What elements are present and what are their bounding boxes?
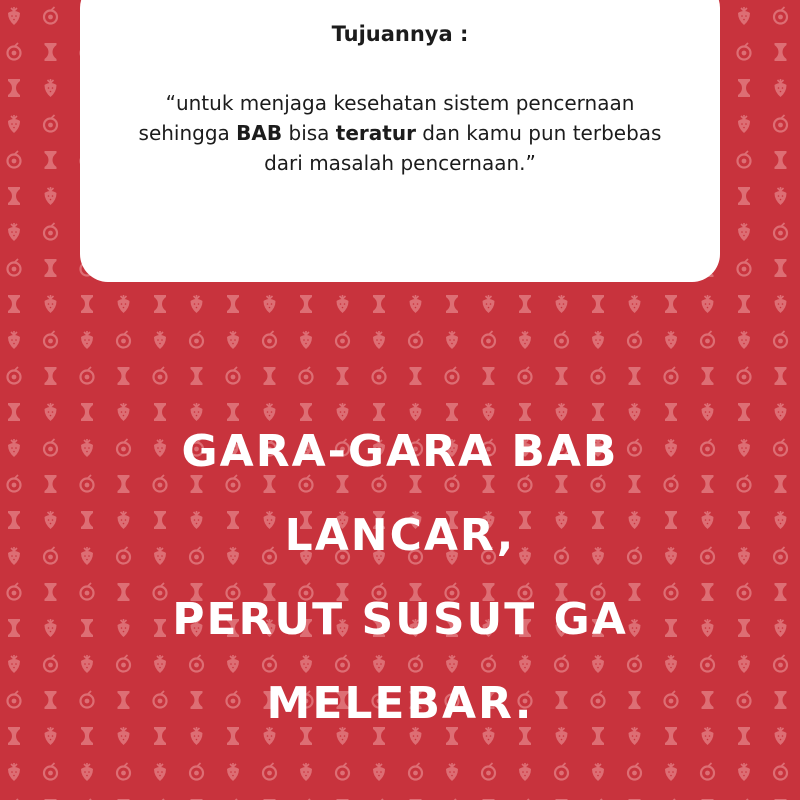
orange-slice-icon — [8, 691, 21, 708]
orange-slice-icon — [701, 331, 714, 348]
strawberry-icon — [775, 187, 787, 205]
quote-bold-teratur: teratur — [335, 121, 416, 145]
strawberry-icon — [45, 295, 57, 313]
orange-slice-icon — [738, 259, 751, 276]
hourglass-body-icon — [154, 295, 166, 313]
strawberry-icon — [592, 331, 604, 349]
strawberry-icon — [519, 763, 531, 781]
orange-slice-icon — [8, 583, 21, 600]
strawberry-icon — [45, 79, 57, 97]
orange-slice-icon — [555, 763, 568, 780]
orange-slice-icon — [774, 547, 787, 564]
strawberry-icon — [8, 115, 20, 133]
orange-slice-icon — [8, 43, 21, 60]
orange-slice-icon — [409, 763, 422, 780]
orange-slice-icon — [774, 655, 787, 672]
hourglass-body-icon — [775, 259, 787, 277]
headline-line-3: PERUT SUSUT GA — [172, 594, 628, 645]
strawberry-icon — [45, 619, 57, 637]
orange-slice-icon — [409, 331, 422, 348]
orange-slice-icon — [44, 655, 57, 672]
strawberry-icon — [738, 331, 750, 349]
hourglass-body-icon — [775, 691, 787, 709]
headline-line-1: GARA-GARA BAB — [181, 426, 619, 477]
hourglass-body-icon — [8, 79, 20, 97]
quote-bold-bab: BAB — [236, 121, 283, 145]
hourglass-body-icon — [775, 151, 787, 169]
orange-slice-icon — [117, 331, 130, 348]
orange-slice-icon — [190, 331, 203, 348]
hourglass-body-icon — [45, 259, 57, 277]
orange-slice-icon — [44, 331, 57, 348]
strawberry-icon — [775, 79, 787, 97]
strawberry-icon — [45, 187, 57, 205]
hourglass-body-icon — [45, 475, 57, 493]
orange-slice-icon — [44, 547, 57, 564]
orange-slice-icon — [774, 115, 787, 132]
strawberry-icon — [629, 295, 641, 313]
strawberry-icon — [446, 331, 458, 349]
strawberry-icon — [775, 403, 787, 421]
hourglass-body-icon — [775, 367, 787, 385]
strawberry-icon — [300, 763, 312, 781]
headline-line-2: LANCAR, — [284, 510, 516, 561]
orange-slice-icon — [117, 763, 130, 780]
hourglass-body-icon — [410, 367, 422, 385]
orange-slice-icon — [8, 151, 21, 168]
strawberry-icon — [775, 619, 787, 637]
hourglass-body-icon — [191, 367, 203, 385]
strawberry-icon — [45, 727, 57, 745]
strawberry-icon — [702, 295, 714, 313]
strawberry-icon — [373, 763, 385, 781]
hourglass-body-icon — [738, 187, 750, 205]
orange-slice-icon — [263, 331, 276, 348]
quote-text-1: “untuk menjaga kesehatan sistem pencernaan sehingga — [138, 91, 635, 145]
hourglass-body-icon — [8, 619, 20, 637]
hourglass-body-icon — [8, 295, 20, 313]
strawberry-icon — [154, 331, 166, 349]
hourglass-body-icon — [665, 295, 677, 313]
orange-slice-icon — [738, 151, 751, 168]
hourglass-body-icon — [300, 295, 312, 313]
hourglass-body-icon — [775, 583, 787, 601]
orange-slice-icon — [774, 763, 787, 780]
orange-slice-icon — [44, 439, 57, 456]
orange-slice-icon — [227, 367, 240, 384]
orange-slice-icon — [628, 331, 641, 348]
hourglass-body-icon — [45, 583, 57, 601]
hourglass-body-icon — [8, 727, 20, 745]
orange-slice-icon — [154, 367, 167, 384]
hourglass-body-icon — [8, 511, 20, 529]
hourglass-body-icon — [45, 367, 57, 385]
orange-slice-icon — [482, 331, 495, 348]
orange-slice-icon — [44, 763, 57, 780]
strawberry-icon — [8, 331, 20, 349]
strawberry-icon — [738, 223, 750, 241]
orange-slice-icon — [555, 331, 568, 348]
strawberry-icon — [738, 115, 750, 133]
orange-slice-icon — [665, 367, 678, 384]
strawberry-icon — [154, 763, 166, 781]
orange-slice-icon — [701, 763, 714, 780]
strawberry-icon — [8, 223, 20, 241]
orange-slice-icon — [446, 367, 459, 384]
hourglass-body-icon — [775, 43, 787, 61]
hourglass-body-icon — [556, 367, 568, 385]
strawberry-icon — [8, 763, 20, 781]
hourglass-body-icon — [702, 367, 714, 385]
orange-slice-icon — [44, 223, 57, 240]
hourglass-body-icon — [775, 475, 787, 493]
orange-slice-icon — [44, 115, 57, 132]
orange-slice-icon — [8, 259, 21, 276]
hourglass-body-icon — [738, 79, 750, 97]
strawberry-icon — [81, 331, 93, 349]
hourglass-body-icon — [8, 403, 20, 421]
strawberry-icon — [81, 763, 93, 781]
strawberry-icon — [483, 295, 495, 313]
hourglass-body-icon — [8, 187, 20, 205]
orange-slice-icon — [81, 367, 94, 384]
hourglass-body-icon — [118, 367, 130, 385]
hourglass-body-icon — [629, 367, 641, 385]
strawberry-icon — [8, 7, 20, 25]
orange-slice-icon — [482, 763, 495, 780]
orange-slice-icon — [8, 475, 21, 492]
hourglass-body-icon — [337, 367, 349, 385]
strawberry-icon — [665, 763, 677, 781]
strawberry-icon — [300, 331, 312, 349]
strawberry-icon — [446, 763, 458, 781]
orange-slice-icon — [774, 439, 787, 456]
orange-slice-icon — [44, 7, 57, 24]
orange-slice-icon — [519, 367, 532, 384]
orange-slice-icon — [190, 763, 203, 780]
hourglass-body-icon — [264, 367, 276, 385]
hourglass-body-icon — [483, 367, 495, 385]
hourglass-body-icon — [81, 295, 93, 313]
card-quote — [120, 88, 680, 178]
orange-slice-icon — [336, 763, 349, 780]
hourglass-body-icon — [738, 295, 750, 313]
orange-slice-icon — [774, 223, 787, 240]
orange-slice-icon — [774, 331, 787, 348]
strawberry-icon — [264, 295, 276, 313]
strawberry-icon — [519, 331, 531, 349]
hourglass-body-icon — [45, 151, 57, 169]
strawberry-icon — [227, 331, 239, 349]
orange-slice-icon — [738, 367, 751, 384]
strawberry-icon — [227, 763, 239, 781]
strawberry-icon — [556, 295, 568, 313]
headline-line-4: MELEBAR. — [266, 678, 534, 729]
orange-slice-icon — [300, 367, 313, 384]
strawberry-icon — [410, 295, 422, 313]
strawberry-icon — [337, 295, 349, 313]
hourglass-body-icon — [227, 295, 239, 313]
orange-slice-icon — [628, 763, 641, 780]
strawberry-icon — [775, 511, 787, 529]
orange-slice-icon — [592, 367, 605, 384]
strawberry-icon — [738, 763, 750, 781]
orange-slice-icon — [336, 331, 349, 348]
strawberry-icon — [45, 511, 57, 529]
goal-card — [80, 0, 720, 282]
orange-slice-icon — [738, 43, 751, 60]
headline — [60, 410, 740, 746]
orange-slice-icon — [774, 7, 787, 24]
strawberry-icon — [8, 547, 20, 565]
strawberry-icon — [118, 295, 130, 313]
strawberry-icon — [592, 763, 604, 781]
hourglass-body-icon — [446, 295, 458, 313]
strawberry-icon — [373, 331, 385, 349]
strawberry-icon — [191, 295, 203, 313]
strawberry-icon — [665, 331, 677, 349]
strawberry-icon — [775, 295, 787, 313]
hourglass-body-icon — [373, 295, 385, 313]
hourglass-body-icon — [45, 691, 57, 709]
strawberry-icon — [738, 7, 750, 25]
strawberry-icon — [8, 439, 20, 457]
orange-slice-icon — [263, 763, 276, 780]
strawberry-icon — [8, 655, 20, 673]
strawberry-icon — [45, 403, 57, 421]
card-title: Tujuannya : — [331, 22, 469, 46]
quote-text-2: bisa — [282, 121, 336, 145]
quote-text-3: dan kamu pun terbebas dari masalah pencernaan.” — [264, 121, 662, 175]
hourglass-body-icon — [519, 295, 531, 313]
strawberry-icon — [775, 727, 787, 745]
orange-slice-icon — [373, 367, 386, 384]
hourglass-body-icon — [45, 43, 57, 61]
hourglass-body-icon — [592, 295, 604, 313]
orange-slice-icon — [8, 367, 21, 384]
